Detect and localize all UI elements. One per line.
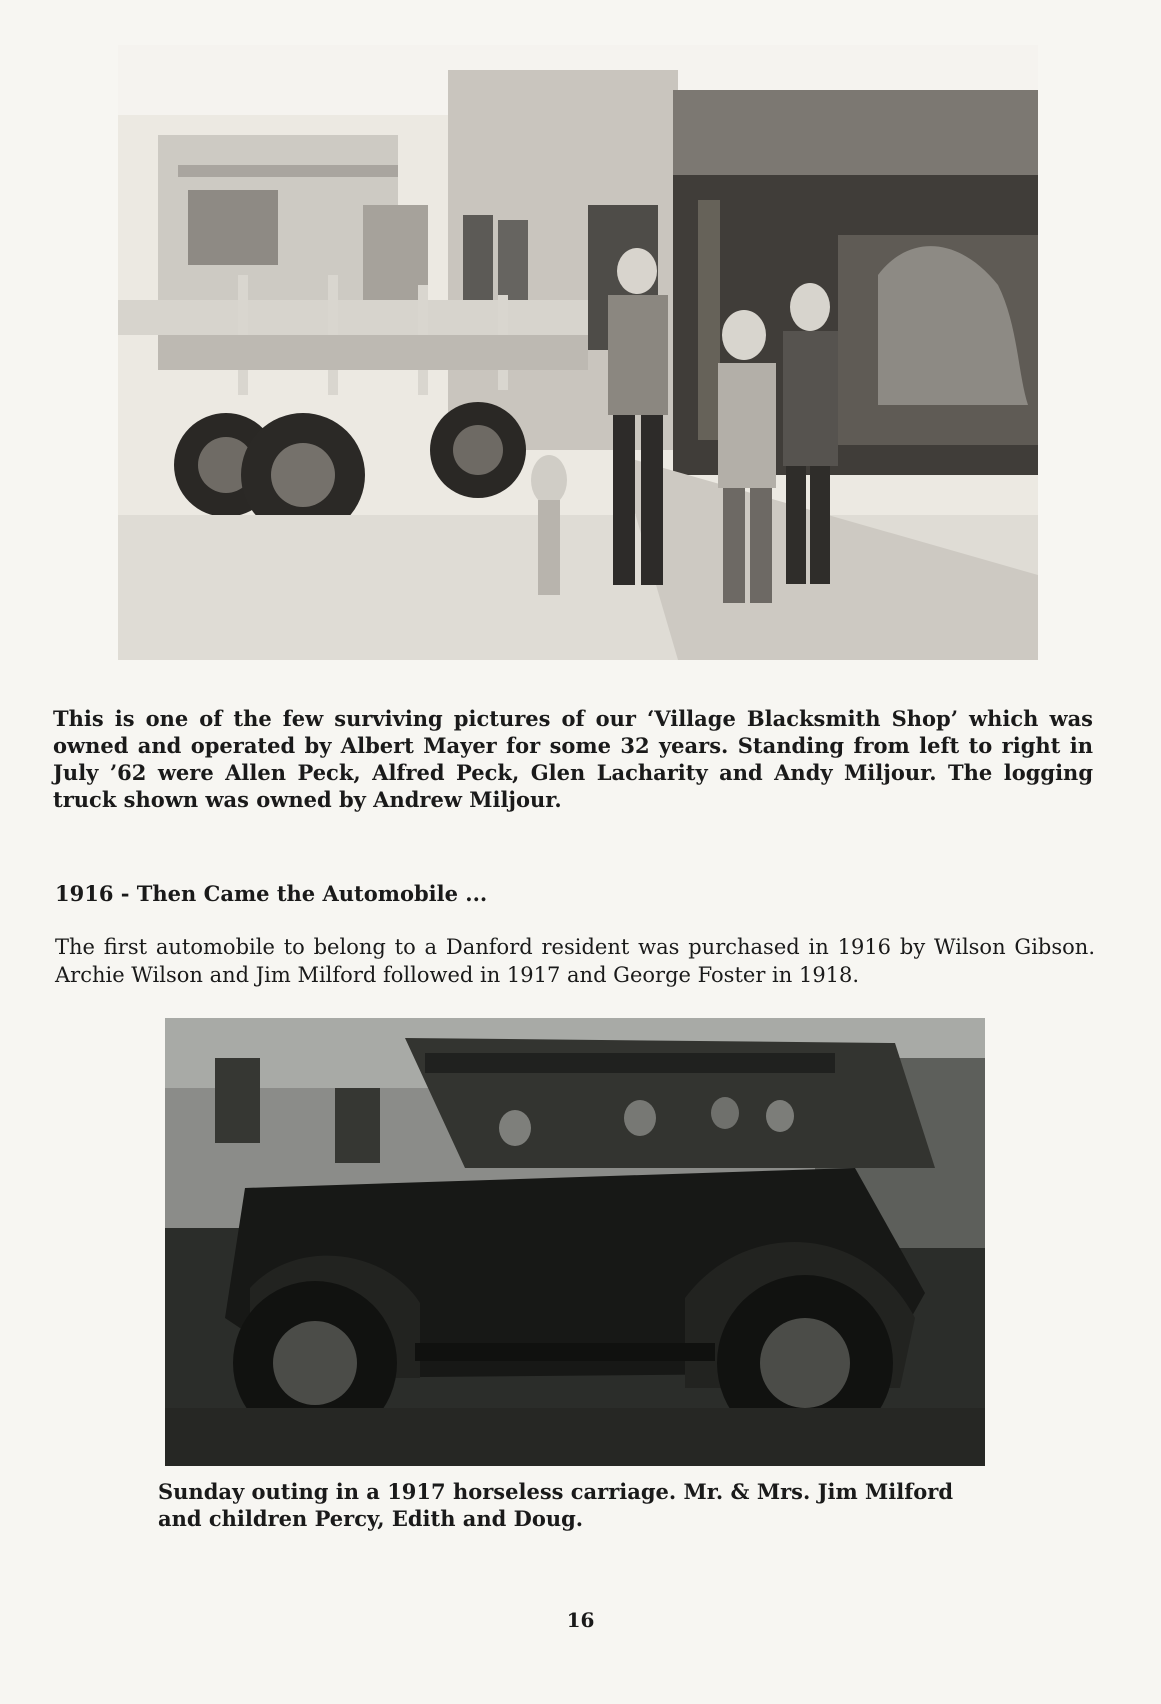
section-heading: 1916 - Then Came the Automobile ... bbox=[55, 881, 488, 906]
horseless-carriage-caption: Sunday outing in a 1917 horseless carriage. Mr. & Mrs. Jim Milford and children Percy, Edith and Doug. bbox=[158, 1479, 954, 1531]
automobile-history-paragraph: The first automobile to belong to a Danford resident was purchased in 1916 by Wilson Gibson. Archie Wilson and Jim Milford followed in 1917 and George Foster in 1918. bbox=[55, 935, 1095, 987]
horseless-carriage-photo bbox=[165, 1018, 985, 1466]
blacksmith-shop-caption: This is one of the few surviving pictures of our ‘Village Blacksmith Shop’ which was owned and operated by Albert Mayer for some 32 years. Standing from left to right in July ’62 were Allen Peck, Alfred Peck, Glen Lacharity and Andy Miljour. The logging truck shown was owned by Andrew Miljour. bbox=[53, 706, 1093, 812]
page-number: 16 bbox=[566, 1608, 595, 1632]
blacksmith-shop-photo bbox=[118, 45, 1038, 660]
